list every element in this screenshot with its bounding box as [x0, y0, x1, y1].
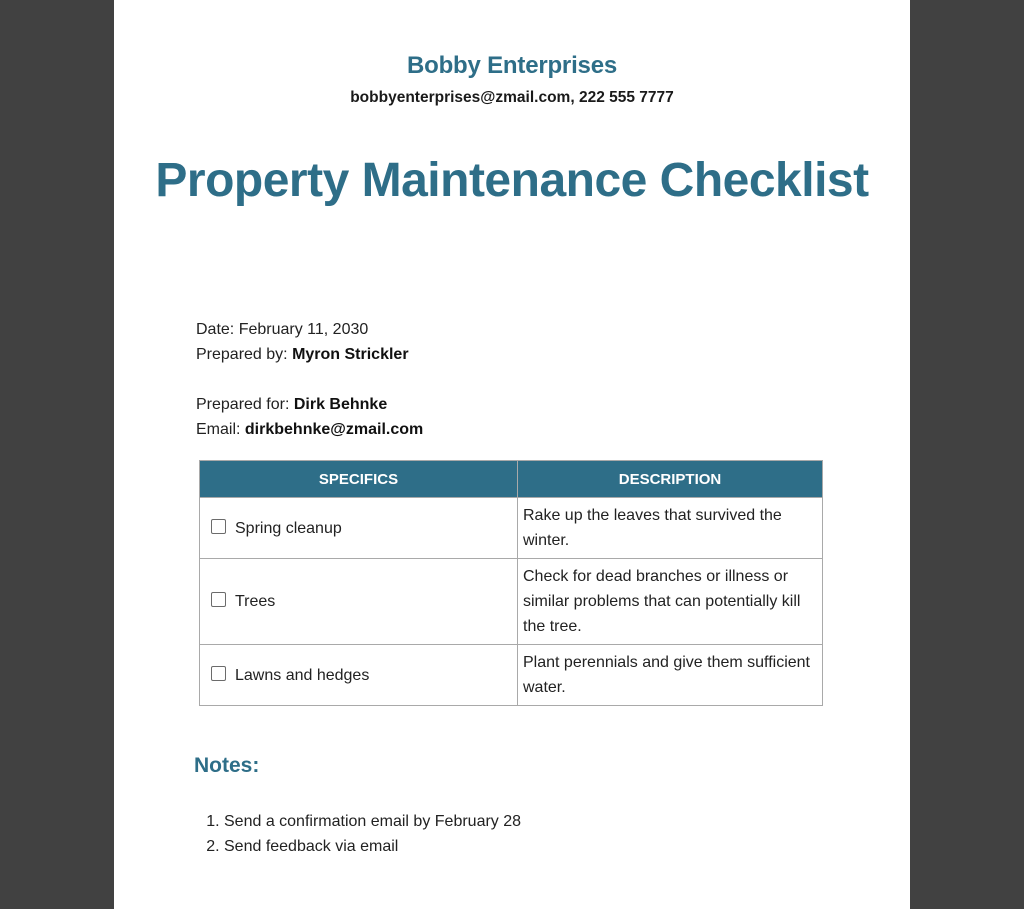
meta-date — [196, 317, 368, 342]
meta-prepared-for-label: Prepared for: — [196, 396, 290, 413]
description-cell: Plant perennials and give them sufficient water. — [518, 645, 823, 706]
meta-email — [196, 417, 423, 442]
document-title: Property Maintenance Checklist — [155, 154, 869, 207]
table-row — [200, 559, 823, 645]
specific-cell — [200, 559, 518, 645]
company-contact: bobbyenterprises@zmail.com, 222 555 7777 — [350, 89, 674, 106]
meta-prepared-by — [196, 342, 409, 367]
table-row — [200, 645, 823, 706]
table-row — [200, 498, 823, 559]
specific-label: Trees — [235, 593, 276, 610]
notes-heading: Notes: — [194, 754, 260, 777]
header-description: DESCRIPTION — [518, 461, 823, 498]
checkbox[interactable] — [211, 592, 226, 607]
description-cell: Check for dead branches or illness or similar problems that can potentially kill the tree. — [518, 559, 823, 645]
company-name: Bobby Enterprises — [407, 52, 617, 79]
checklist-table — [199, 460, 823, 706]
table-header-row — [200, 461, 823, 498]
meta-prepared-by-value: Myron Strickler — [292, 346, 409, 363]
checkbox[interactable] — [211, 666, 226, 681]
meta-prepared-for-value: Dirk Behnke — [293, 396, 388, 413]
meta-email-label: Email: — [196, 421, 241, 438]
meta-date-label: Date: — [196, 321, 235, 338]
header-specifics: SPECIFICS — [200, 461, 518, 498]
meta-date-value: February 11, 2030 — [238, 321, 369, 338]
description-cell: Rake up the leaves that survived the winter. — [518, 498, 823, 559]
specific-label: Lawns and hedges — [235, 666, 370, 684]
specific-label: Spring cleanup — [235, 519, 342, 537]
meta-email-value: dirkbehnke@zmail.com — [244, 421, 424, 438]
notes-list — [194, 809, 521, 859]
specific-cell — [200, 645, 518, 706]
list-item: 1. Send a confirmation email by February 28 — [224, 809, 521, 834]
list-item: 2. Send feedback via email — [224, 834, 521, 859]
meta-prepared-by-label: Prepared by: — [196, 346, 288, 363]
document-page — [114, 0, 910, 909]
specific-cell — [200, 498, 518, 559]
checkbox[interactable] — [211, 519, 226, 534]
meta-prepared-for — [196, 392, 387, 417]
